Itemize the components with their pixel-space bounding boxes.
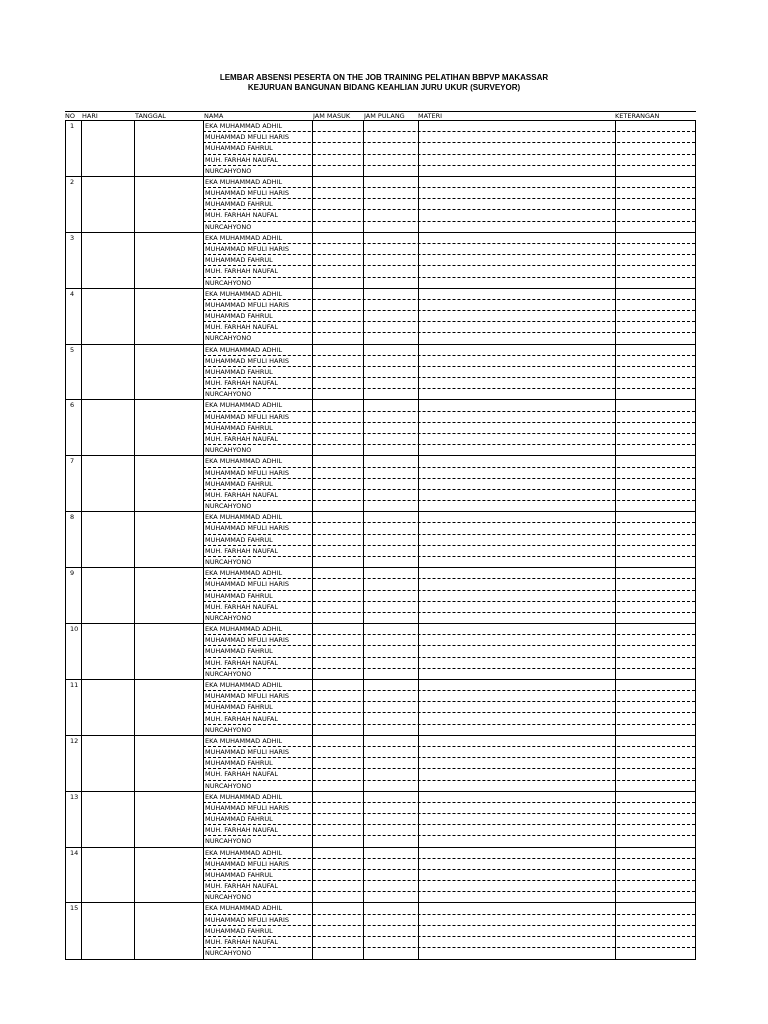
participant-row <box>66 859 695 870</box>
participant-row <box>66 490 695 501</box>
participant-name: NURCAHYONO <box>205 669 252 678</box>
sheet-title <box>0 73 768 93</box>
participant-row <box>66 445 695 456</box>
participant-row <box>66 333 695 344</box>
participant-row <box>66 233 695 244</box>
participant-name: EKA MUHAMMAD ADHIL <box>205 513 283 522</box>
participant-name: MUH. FARHAH NAUFAL <box>205 211 278 220</box>
table-row <box>66 736 695 792</box>
participant-name: NURCAHYONO <box>205 613 252 622</box>
participant-row <box>66 345 695 356</box>
participant-name: EKA MUHAMMAD ADHIL <box>205 345 283 354</box>
participant-row <box>66 836 695 847</box>
participant-row <box>66 546 695 557</box>
participant-name: MUH. FARHAH NAUFAL <box>205 546 278 555</box>
participant-name: EKA MUHAMMAD ADHIL <box>205 122 283 130</box>
participant-name: NURCAHYONO <box>205 390 252 399</box>
table-row <box>66 848 695 904</box>
participant-name: EKA MUHAMMAD ADHIL <box>205 457 283 466</box>
table-row <box>66 568 695 624</box>
participant-row <box>66 769 695 780</box>
participant-name: MUHAMMAD MFULI HARIS <box>205 524 290 533</box>
participant-row <box>66 479 695 490</box>
table-body <box>65 120 696 960</box>
participant-row <box>66 199 695 210</box>
participant-row <box>66 892 695 903</box>
participant-row <box>66 680 695 691</box>
participant-name: MUHAMMAD MFULI HARIS <box>205 692 290 701</box>
entry-number: 6 <box>70 401 75 410</box>
participant-name: MUHAMMAD FAHRUL <box>205 703 273 712</box>
participant-row <box>66 825 695 836</box>
col-header-keterangan: KETERANGAN <box>615 112 660 120</box>
participant-row <box>66 758 695 769</box>
participant-name: NURCAHYONO <box>205 446 252 455</box>
participant-name: EKA MUHAMMAD ADHIL <box>205 177 283 186</box>
participant-row <box>66 602 695 613</box>
entry-number: 10 <box>70 625 79 634</box>
participant-name: NURCAHYONO <box>205 278 252 287</box>
entry-number: 12 <box>70 736 79 745</box>
entry-number: 13 <box>70 792 79 801</box>
participant-name: MUH. FARHAH NAUFAL <box>205 826 278 835</box>
participant-row <box>66 881 695 892</box>
participant-row <box>66 792 695 803</box>
participant-row <box>66 400 695 411</box>
participant-row <box>66 468 695 479</box>
participant-name: MUH. FARHAH NAUFAL <box>205 882 278 891</box>
participant-name: MUH. FARHAH NAUFAL <box>205 938 278 947</box>
participant-name: MUHAMMAD MFULI HARIS <box>205 189 290 198</box>
participant-name: MUHAMMAD MFULI HARIS <box>205 356 290 365</box>
participant-row <box>66 915 695 926</box>
participant-row <box>66 188 695 199</box>
participant-name: MUH. FARHAH NAUFAL <box>205 435 278 444</box>
participant-name: MUHAMMAD FAHRUL <box>205 926 273 935</box>
table-row <box>66 512 695 568</box>
entry-number: 14 <box>70 848 79 857</box>
participant-name: MUHAMMAD FAHRUL <box>205 647 273 656</box>
participant-name: MUHAMMAD FAHRUL <box>205 367 273 376</box>
participant-name: MUHAMMAD FAHRUL <box>205 535 273 544</box>
participant-row <box>66 948 695 959</box>
participant-row <box>66 222 695 233</box>
col-header-materi: MATERI <box>418 112 443 120</box>
participant-row <box>66 322 695 333</box>
entry-number: 7 <box>70 457 75 466</box>
participant-row <box>66 143 695 154</box>
participant-name: EKA MUHAMMAD ADHIL <box>205 680 283 689</box>
participant-name: NURCAHYONO <box>205 558 252 567</box>
col-header-tanggal: TANGGAL <box>135 112 166 120</box>
participant-row <box>66 669 695 680</box>
participant-row <box>66 736 695 747</box>
table-header <box>65 111 696 120</box>
participant-name: MUHAMMAD FAHRUL <box>205 759 273 768</box>
table-row <box>66 177 695 233</box>
participant-name: MUH. FARHAH NAUFAL <box>205 714 278 723</box>
participant-row <box>66 121 695 132</box>
participant-row <box>66 300 695 311</box>
participant-name: NURCAHYONO <box>205 222 252 231</box>
participant-row <box>66 714 695 725</box>
participant-row <box>66 568 695 579</box>
participant-row <box>66 725 695 736</box>
participant-row <box>66 177 695 188</box>
participant-row <box>66 423 695 434</box>
participant-row <box>66 646 695 657</box>
participant-row <box>66 781 695 792</box>
table-row <box>66 233 695 289</box>
participant-name: NURCAHYONO <box>205 334 252 343</box>
participant-row <box>66 356 695 367</box>
participant-name: MUH. FARHAH NAUFAL <box>205 658 278 667</box>
table-row <box>66 624 695 680</box>
participant-name: MUHAMMAD MFULI HARIS <box>205 859 290 868</box>
participant-row <box>66 412 695 423</box>
participant-row <box>66 658 695 669</box>
participant-row <box>66 166 695 177</box>
participant-name: EKA MUHAMMAD ADHIL <box>205 625 283 634</box>
participant-name: MUH. FARHAH NAUFAL <box>205 155 278 164</box>
table-row <box>66 903 695 959</box>
participant-row <box>66 311 695 322</box>
participant-name: MUHAMMAD MFULI HARIS <box>205 300 290 309</box>
participant-row <box>66 255 695 266</box>
participant-name: NURCAHYONO <box>205 893 252 902</box>
participant-name: MUH. FARHAH NAUFAL <box>205 323 278 332</box>
col-header-jam-pulang: JAM PULANG <box>364 112 405 120</box>
participant-row <box>66 557 695 568</box>
participant-name: MUH. FARHAH NAUFAL <box>205 267 278 276</box>
participant-name: EKA MUHAMMAD ADHIL <box>205 569 283 578</box>
participant-row <box>66 803 695 814</box>
participant-row <box>66 289 695 300</box>
sheet-title-line-2: KEJURUAN BANGUNAN BIDANG KEAHLIAN JURU UKUR (SURVEYOR) <box>247 83 521 92</box>
participant-name: NURCAHYONO <box>205 725 252 734</box>
participant-name: EKA MUHAMMAD ADHIL <box>205 289 283 298</box>
entry-number: 15 <box>70 904 79 913</box>
participant-name: MUH. FARHAH NAUFAL <box>205 379 278 388</box>
col-header-nama: NAMA <box>204 112 224 120</box>
participant-name: MUHAMMAD MFULI HARIS <box>205 636 290 645</box>
participant-name: MUHAMMAD FAHRUL <box>205 312 273 321</box>
entry-number: 3 <box>70 233 75 242</box>
participant-row <box>66 389 695 400</box>
participant-name: MUHAMMAD FAHRUL <box>205 870 273 879</box>
participant-row <box>66 624 695 635</box>
participant-row <box>66 903 695 914</box>
col-header-jam-masuk: JAM MASUK <box>313 112 351 120</box>
participant-name: MUHAMMAD MFULI HARIS <box>205 468 290 477</box>
participant-name: MUH. FARHAH NAUFAL <box>205 490 278 499</box>
participant-name: MUH. FARHAH NAUFAL <box>205 602 278 611</box>
participant-name: NURCAHYONO <box>205 502 252 511</box>
participant-row <box>66 702 695 713</box>
participant-name: NURCAHYONO <box>205 949 252 958</box>
table-row <box>66 121 695 177</box>
participant-row <box>66 378 695 389</box>
table-row <box>66 792 695 848</box>
table-row <box>66 289 695 345</box>
attendance-sheet <box>65 111 696 960</box>
participant-name: EKA MUHAMMAD ADHIL <box>205 736 283 745</box>
participant-row <box>66 210 695 221</box>
participant-name: NURCAHYONO <box>205 166 252 175</box>
participant-name: MUHAMMAD MFULI HARIS <box>205 133 290 142</box>
col-header-no: NO <box>65 112 75 120</box>
participant-name: EKA MUHAMMAD ADHIL <box>205 233 283 242</box>
participant-name: MUHAMMAD FAHRUL <box>205 200 273 209</box>
participant-row <box>66 155 695 166</box>
participant-name: EKA MUHAMMAD ADHIL <box>205 848 283 857</box>
participant-row <box>66 523 695 534</box>
participant-name: MUHAMMAD FAHRUL <box>205 144 273 153</box>
participant-name: MUHAMMAD MFULI HARIS <box>205 244 290 253</box>
participant-row <box>66 132 695 143</box>
participant-name: MUHAMMAD FAHRUL <box>205 591 273 600</box>
participant-row <box>66 434 695 445</box>
entry-number: 5 <box>70 345 75 354</box>
participant-row <box>66 456 695 467</box>
participant-row <box>66 747 695 758</box>
participant-row <box>66 278 695 289</box>
participant-name: NURCAHYONO <box>205 837 252 846</box>
participant-row <box>66 512 695 523</box>
participant-name: EKA MUHAMMAD ADHIL <box>205 401 283 410</box>
participant-row <box>66 635 695 646</box>
participant-name: MUHAMMAD MFULI HARIS <box>205 580 290 589</box>
entry-number: 2 <box>70 177 75 186</box>
participant-row <box>66 266 695 277</box>
participant-row <box>66 814 695 825</box>
participant-name: EKA MUHAMMAD ADHIL <box>205 792 283 801</box>
participant-row <box>66 244 695 255</box>
participant-row <box>66 691 695 702</box>
participant-name: MUHAMMAD FAHRUL <box>205 815 273 824</box>
entry-number: 11 <box>70 680 79 689</box>
table-row <box>66 456 695 512</box>
participant-name: MUHAMMAD MFULI HARIS <box>205 747 290 756</box>
col-header-hari: HARI <box>82 112 98 120</box>
participant-name: NURCAHYONO <box>205 781 252 790</box>
participant-name: MUHAMMAD MFULI HARIS <box>205 915 290 924</box>
participant-name: MUHAMMAD MFULI HARIS <box>205 803 290 812</box>
participant-row <box>66 937 695 948</box>
participant-row <box>66 579 695 590</box>
participant-name: MUHAMMAD MFULI HARIS <box>205 412 290 421</box>
table-row <box>66 680 695 736</box>
participant-row <box>66 535 695 546</box>
entry-number: 1 <box>70 122 75 130</box>
participant-row <box>66 848 695 859</box>
participant-name: MUHAMMAD FAHRUL <box>205 423 273 432</box>
participant-row <box>66 613 695 624</box>
sheet-title-line-1: LEMBAR ABSENSI PESERTA ON THE JOB TRAINING PELATIHAN BBPVP MAKASSAR <box>219 73 549 82</box>
participant-name: MUH. FARHAH NAUFAL <box>205 770 278 779</box>
table-row <box>66 400 695 456</box>
table-row <box>66 345 695 401</box>
participant-name: EKA MUHAMMAD ADHIL <box>205 904 283 913</box>
participant-row <box>66 501 695 512</box>
entry-number: 8 <box>70 513 75 522</box>
participant-row <box>66 367 695 378</box>
entry-number: 9 <box>70 569 75 578</box>
participant-row <box>66 926 695 937</box>
entry-number: 4 <box>70 289 75 298</box>
participant-row <box>66 591 695 602</box>
participant-row <box>66 870 695 881</box>
participant-name: MUHAMMAD FAHRUL <box>205 256 273 265</box>
participant-name: MUHAMMAD FAHRUL <box>205 479 273 488</box>
